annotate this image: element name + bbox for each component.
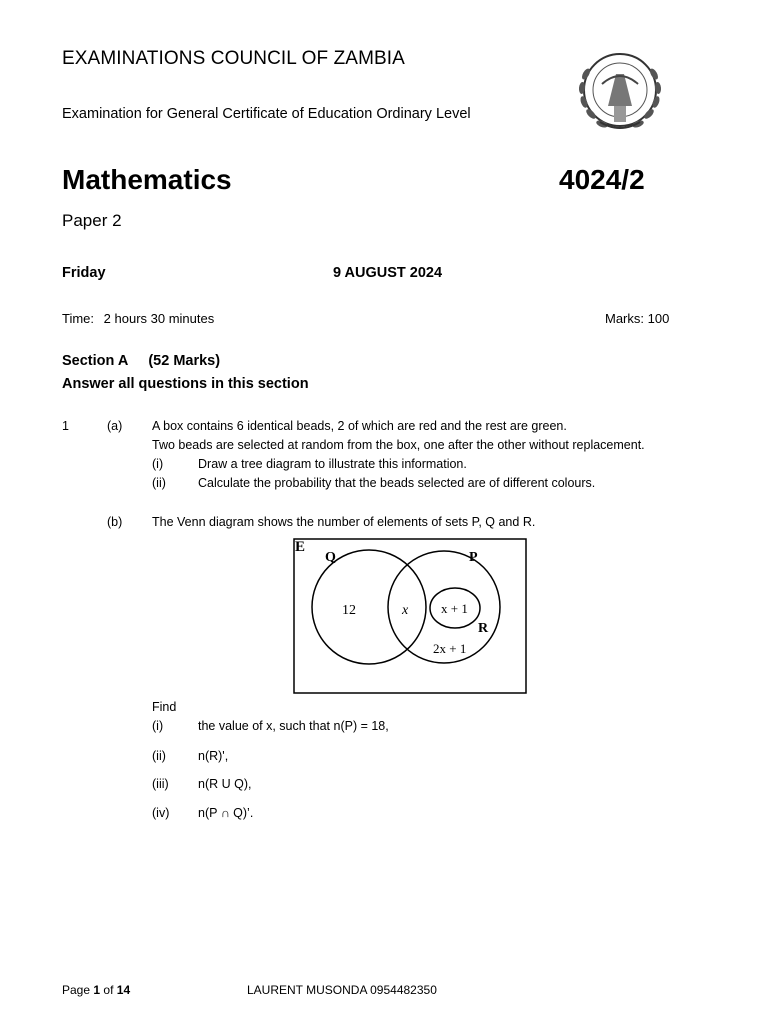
time-label: Time: (62, 311, 95, 326)
part-b-iv-text: n(P ∩ Q)’. (198, 806, 254, 820)
r-value: x + 1 (441, 601, 468, 616)
total-marks: Marks: 100 (605, 311, 670, 326)
exam-date: 9 AUGUST 2024 (333, 265, 443, 281)
part-a-i-text: Draw a tree diagram to illustrate this information. (198, 457, 467, 471)
part-b-ii-text: n(R)', (198, 749, 229, 763)
page-word: Page (62, 983, 91, 997)
paper-code: 4024/2 (559, 164, 645, 195)
paper-number: Paper 2 (62, 211, 122, 230)
set-q-circle (312, 550, 426, 664)
council-name: EXAMINATIONS COUNCIL OF ZAMBIA (62, 48, 405, 69)
footer-author: LAURENT MUSONDA 0954482350 (247, 983, 437, 997)
part-a-line-1: A box contains 6 identical beads, 2 of which are red and the rest are green. (152, 419, 567, 433)
universal-label: E (295, 539, 306, 555)
part-b-i-text: the value of x, such that n(P) = 18, (198, 719, 389, 733)
council-seal-logo (572, 44, 668, 140)
of-word: of (103, 983, 114, 997)
part-a-ii-text: Calculate the probability that the beads selected are of different colours. (198, 476, 596, 490)
time-value: 2 hours 30 minutes (103, 311, 215, 326)
exam-title: Examination for General Certificate of Education Ordinary Level (62, 106, 471, 122)
part-a-i-label: (i) (152, 457, 164, 471)
part-b-ii-label: (ii) (152, 749, 166, 763)
q-only-value: 12 (342, 603, 356, 618)
set-r-label: R (478, 621, 489, 636)
intersection-value: x (402, 603, 409, 618)
section-instruction: Answer all questions in this section (62, 376, 309, 392)
part-b-iv-label: (iv) (152, 806, 170, 820)
part-b-text: The Venn diagram shows the number of elements of sets P, Q and R. (152, 515, 536, 529)
part-a-ii-label: (ii) (152, 476, 166, 490)
page-indicator (62, 983, 130, 997)
find-label: Find (152, 700, 177, 714)
p-only-value: 2x + 1 (433, 641, 467, 656)
question-number: 1 (62, 419, 69, 433)
venn-diagram (292, 535, 528, 697)
page-total: 14 (116, 983, 131, 997)
exam-day: Friday (62, 265, 106, 281)
set-p-label: P (469, 550, 478, 565)
part-a-label: (a) (107, 419, 123, 433)
exam-time (62, 311, 214, 326)
section-heading (62, 353, 220, 369)
part-b-iii-text: n(R U Q), (198, 777, 252, 791)
part-b-i-label: (i) (152, 719, 164, 733)
set-q-label: Q (325, 550, 336, 565)
section-marks: (52 Marks) (148, 353, 221, 369)
subject-title: Mathematics (62, 164, 232, 195)
page-number: 1 (93, 983, 101, 997)
part-b-label: (b) (107, 515, 123, 529)
section-title: Section A (62, 353, 129, 369)
part-b-iii-label: (iii) (152, 777, 169, 791)
part-a-line-2: Two beads are selected at random from the box, one after the other without replacement. (152, 438, 645, 452)
